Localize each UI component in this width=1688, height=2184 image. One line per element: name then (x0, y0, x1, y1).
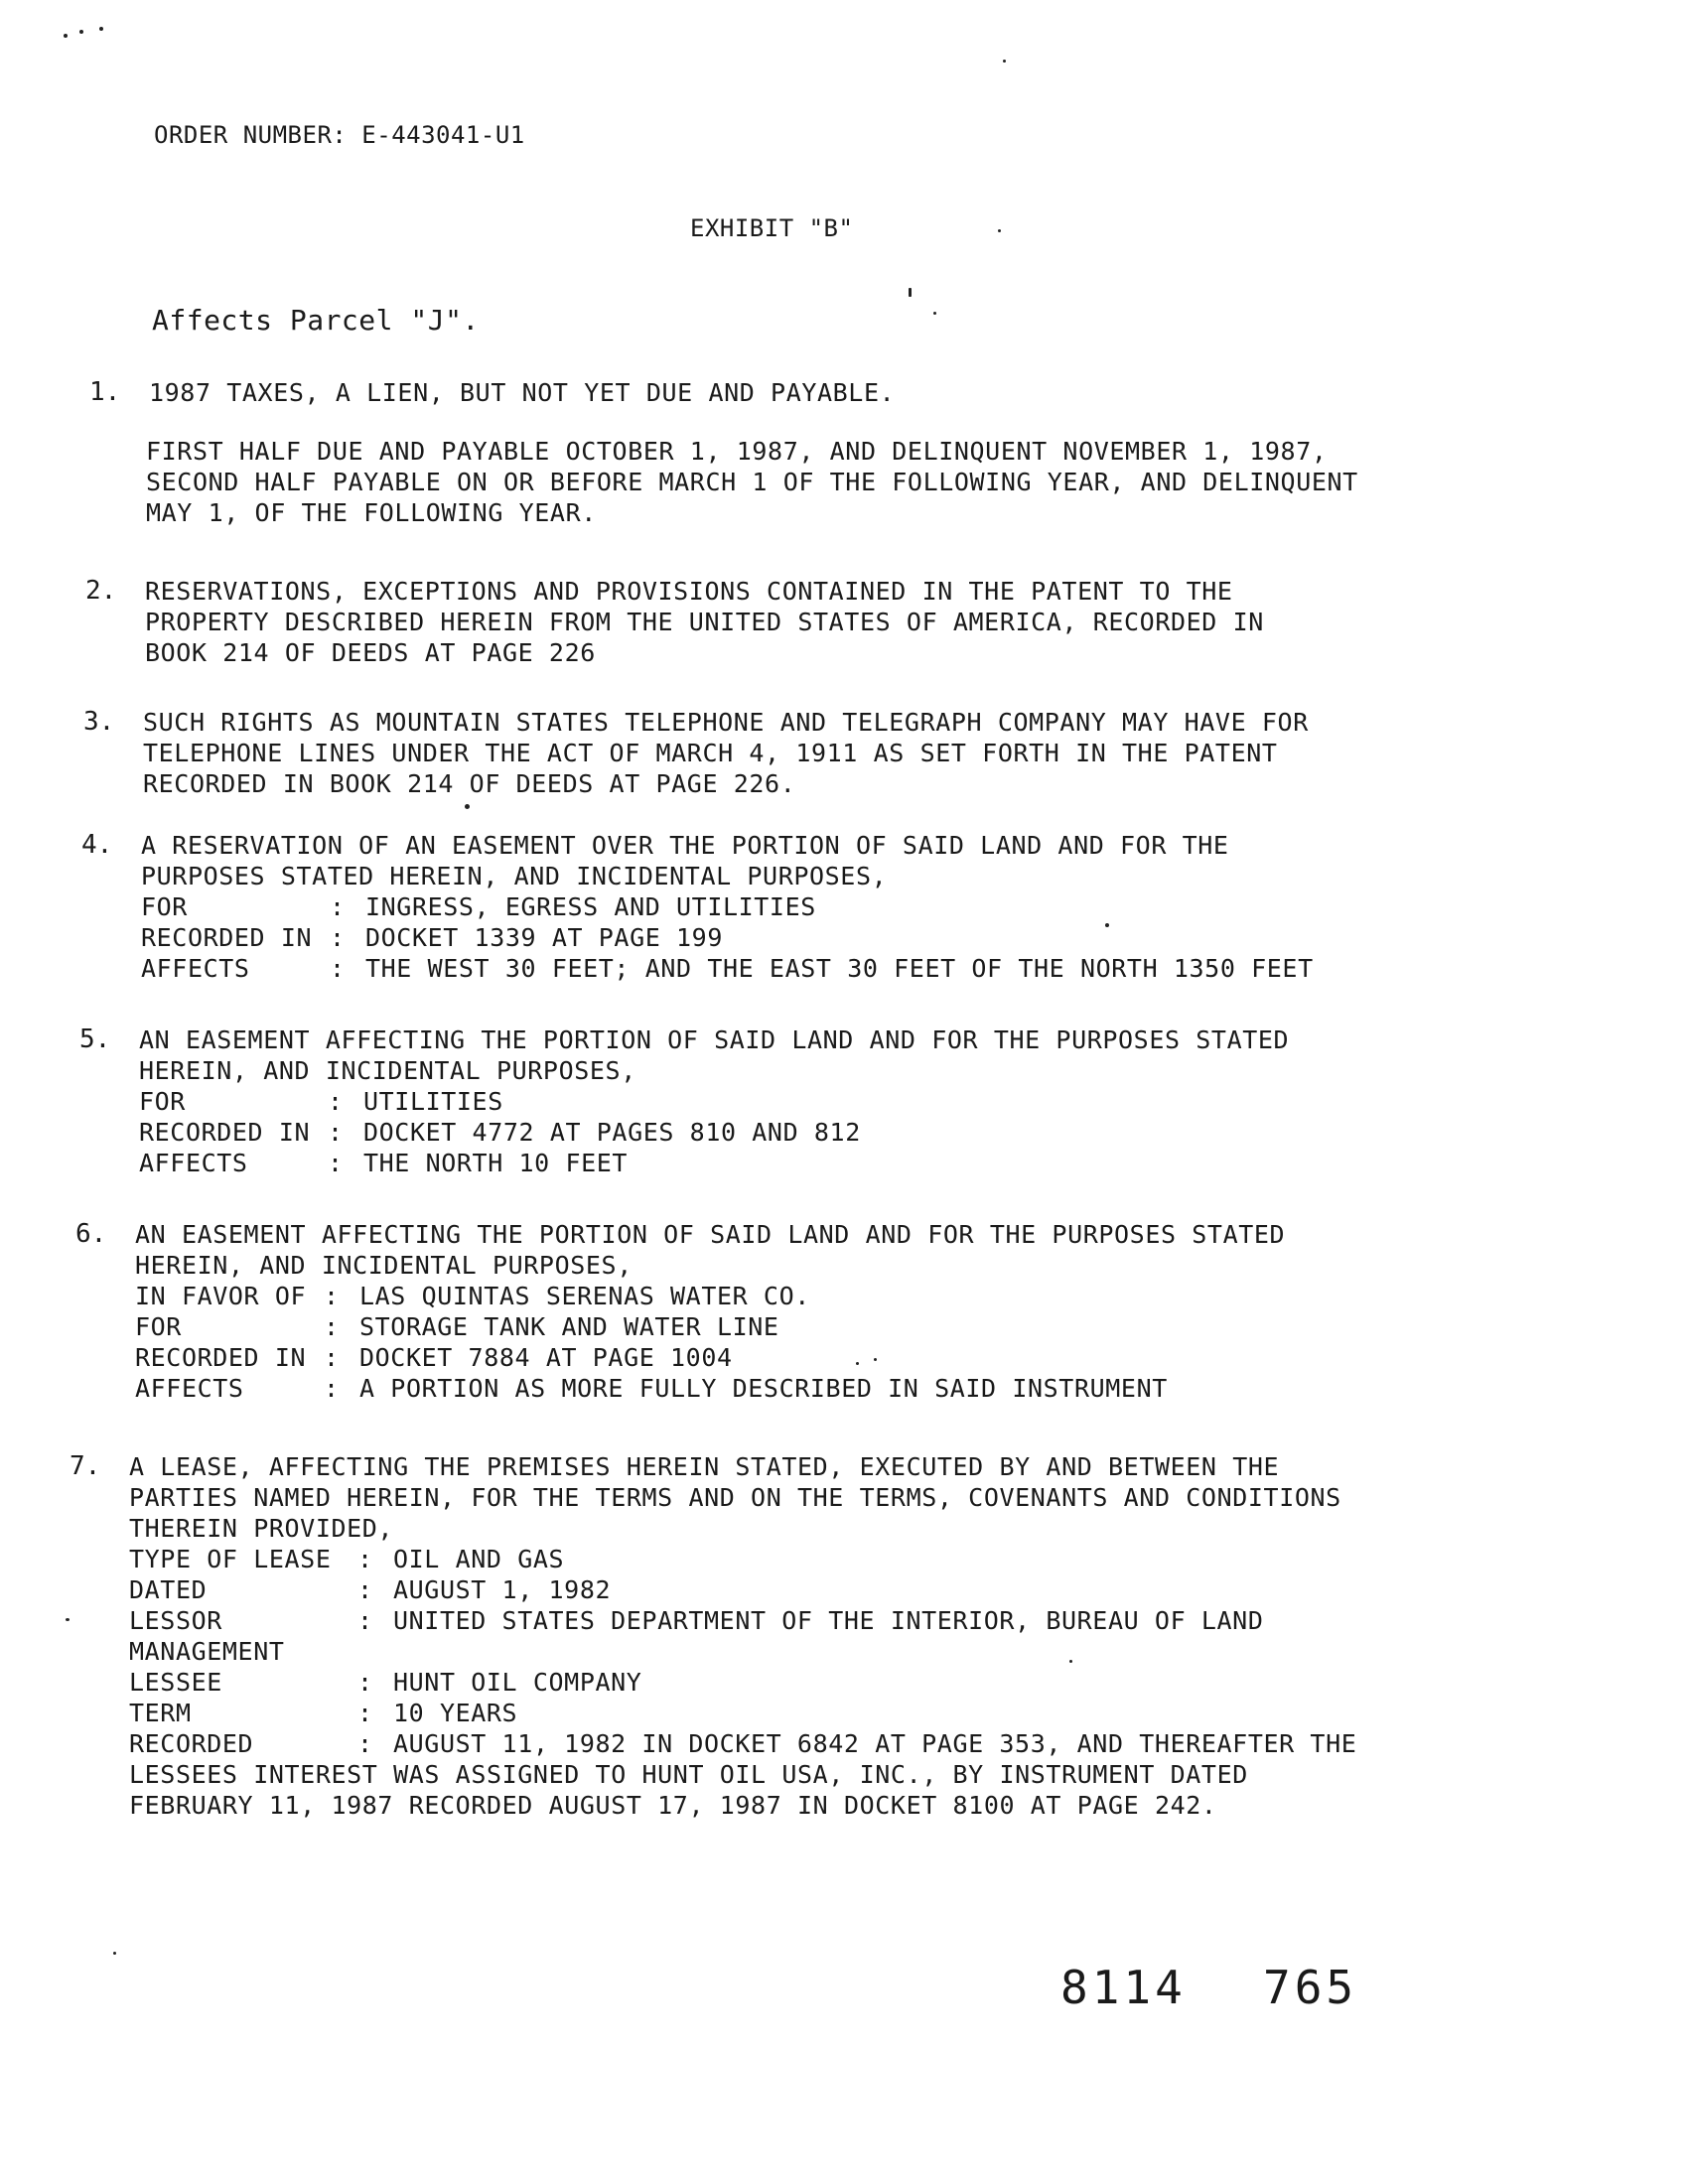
field-value: OIL AND GAS (393, 1545, 565, 1573)
exhibit-title: EXHIBIT "B" (690, 214, 854, 242)
field-separator: : (330, 923, 346, 952)
affects-parcel: Affects Parcel "J". (152, 304, 480, 337)
item-number: 6. (75, 1219, 107, 1249)
item-text-line: BOOK 214 OF DEEDS AT PAGE 226 (145, 638, 596, 667)
exception-item-3 (83, 707, 1309, 799)
field-row (139, 1117, 1289, 1148)
field-separator: : (324, 1343, 340, 1372)
field-row (141, 922, 1314, 953)
field-key: DATED (129, 1575, 208, 1604)
field-key: LESSOR (129, 1606, 222, 1635)
item-text-line: SECOND HALF PAYABLE ON OR BEFORE MARCH 1 OF THE FOLLOWING YEAR, AND DELINQUENT (146, 468, 1358, 496)
field-separator: : (357, 1606, 373, 1635)
field-separator: : (357, 1699, 373, 1727)
field-key: IN FAVOR OF (135, 1282, 307, 1310)
field-value: 10 YEARS (393, 1699, 518, 1727)
item-number: 5. (79, 1024, 111, 1054)
field-value: UNITED STATES DEPARTMENT OF THE INTERIOR, BUREAU OF LAND (393, 1606, 1264, 1635)
scan-speck (856, 1362, 859, 1365)
field-row (129, 1667, 1356, 1698)
field-value: HUNT OIL COMPANY (393, 1668, 642, 1697)
recording-page-number: 765 (1263, 1961, 1358, 2014)
field-row (135, 1373, 1285, 1404)
item-text-line: RECORDED IN BOOK 214 OF DEEDS AT PAGE 226. (143, 769, 796, 798)
field-row (135, 1311, 1285, 1342)
exception-item-6 (75, 1219, 1286, 1404)
item-text-line: 1987 TAXES, A LIEN, BUT NOT YET DUE AND PAYABLE. (149, 378, 896, 407)
scan-speck (465, 804, 470, 809)
field-key: TERM (129, 1699, 192, 1727)
item-text-line: THEREIN PROVIDED, (129, 1514, 394, 1543)
field-key: RECORDED IN (139, 1118, 311, 1147)
scan-speck (998, 229, 1001, 232)
field-separator: : (330, 954, 346, 983)
field-key: FOR (139, 1087, 186, 1116)
field-row (141, 891, 1314, 922)
exception-item-2 (85, 576, 1264, 668)
field-value: AUGUST 11, 1982 IN DOCKET 6842 AT PAGE 353, AND THEREAFTER THE (393, 1729, 1357, 1758)
item-text-line: HEREIN, AND INCIDENTAL PURPOSES, (139, 1056, 636, 1085)
item-text-line: PROPERTY DESCRIBED HEREIN FROM THE UNITED STATES OF AMERICA, RECORDED IN (145, 608, 1264, 636)
field-key: RECORDED (129, 1729, 254, 1758)
field-separator: : (328, 1087, 344, 1116)
scan-speck (1003, 60, 1006, 63)
field-value: UTILITIES (363, 1087, 503, 1116)
item-number: 3. (83, 707, 115, 737)
item-number: 1. (89, 377, 121, 407)
scan-speck (99, 27, 103, 31)
item-text-line: PARTIES NAMED HEREIN, FOR THE TERMS AND ON THE TERMS, COVENANTS AND CONDITIONS (129, 1483, 1341, 1512)
recording-book-number: 8114 (1060, 1961, 1187, 2014)
item-text-line: AN EASEMENT AFFECTING THE PORTION OF SAID LAND AND FOR THE PURPOSES STATED (139, 1025, 1290, 1054)
field-value: DOCKET 1339 AT PAGE 199 (365, 923, 723, 952)
field-row (135, 1342, 1285, 1373)
field-key: FOR (135, 1312, 182, 1341)
field-key: AFFECTS (135, 1374, 244, 1403)
scan-speck (113, 1952, 116, 1955)
field-row (135, 1281, 1285, 1311)
field-value: STORAGE TANK AND WATER LINE (359, 1312, 779, 1341)
field-separator: : (328, 1149, 344, 1177)
field-separator: : (324, 1374, 340, 1403)
field-value: LAS QUINTAS SERENAS WATER CO. (359, 1282, 810, 1310)
field-key: FOR (141, 892, 188, 921)
scan-speck (79, 30, 83, 34)
field-separator: : (324, 1282, 340, 1310)
scan-speck (909, 288, 912, 297)
field-row (139, 1086, 1289, 1117)
field-key: LESSEE (129, 1668, 222, 1697)
field-separator: : (324, 1312, 340, 1341)
order-number: ORDER NUMBER: E-443041-U1 (154, 121, 525, 149)
scan-speck (933, 312, 936, 315)
field-key: RECORDED IN (141, 923, 313, 952)
field-separator: : (357, 1575, 373, 1604)
item-text-line: RESERVATIONS, EXCEPTIONS AND PROVISIONS CONTAINED IN THE PATENT TO THE (145, 577, 1233, 606)
field-key: AFFECTS (141, 954, 250, 983)
item-text-line: MANAGEMENT (129, 1637, 285, 1666)
scan-speck (66, 1618, 70, 1621)
exception-item-1 (89, 377, 1358, 528)
scan-speck (1069, 1660, 1072, 1663)
item-text-line: SUCH RIGHTS AS MOUNTAIN STATES TELEPHONE AND TELEGRAPH COMPANY MAY HAVE FOR (143, 708, 1309, 737)
item-number: 4. (81, 830, 113, 860)
field-row (129, 1728, 1356, 1759)
exception-item-7 (70, 1451, 1357, 1821)
item-text-line: HEREIN, AND INCIDENTAL PURPOSES, (135, 1251, 633, 1280)
field-key: AFFECTS (139, 1149, 248, 1177)
field-separator: : (357, 1545, 373, 1573)
scan-speck (64, 34, 68, 38)
exception-item-4 (81, 830, 1314, 984)
item-number: 7. (70, 1451, 101, 1481)
item-text-line: FIRST HALF DUE AND PAYABLE OCTOBER 1, 1987, AND DELINQUENT NOVEMBER 1, 1987, (146, 437, 1328, 466)
exception-item-5 (79, 1024, 1290, 1178)
scan-speck (1105, 923, 1109, 927)
field-separator: : (330, 892, 346, 921)
item-number: 2. (85, 576, 117, 606)
field-row (141, 953, 1314, 984)
field-separator: : (357, 1668, 373, 1697)
item-paragraph (146, 436, 1358, 528)
item-text-line: LESSEES INTEREST WAS ASSIGNED TO HUNT OIL USA, INC., BY INSTRUMENT DATED (129, 1760, 1248, 1789)
field-row (129, 1574, 1356, 1605)
field-value: DOCKET 4772 AT PAGES 810 AND 812 (363, 1118, 861, 1147)
item-text-line: TELEPHONE LINES UNDER THE ACT OF MARCH 4, 1911 AS SET FORTH IN THE PATENT (143, 739, 1278, 767)
field-separator: : (328, 1118, 344, 1147)
field-key: TYPE OF LEASE (129, 1545, 332, 1573)
field-value: A PORTION AS MORE FULLY DESCRIBED IN SAID INSTRUMENT (359, 1374, 1168, 1403)
item-text-line: MAY 1, OF THE FOLLOWING YEAR. (146, 498, 597, 527)
field-key: RECORDED IN (135, 1343, 307, 1372)
field-value: THE NORTH 10 FEET (363, 1149, 629, 1177)
item-text-line: FEBRUARY 11, 1987 RECORDED AUGUST 17, 1987 IN DOCKET 8100 AT PAGE 242. (129, 1791, 1217, 1820)
field-row (129, 1544, 1356, 1574)
item-text-line: AN EASEMENT AFFECTING THE PORTION OF SAID LAND AND FOR THE PURPOSES STATED (135, 1220, 1286, 1249)
field-value: THE WEST 30 FEET; AND THE EAST 30 FEET OF THE NORTH 1350 FEET (365, 954, 1314, 983)
scan-speck (874, 1358, 877, 1361)
field-row (129, 1605, 1356, 1636)
item-text-line: PURPOSES STATED HEREIN, AND INCIDENTAL PURPOSES, (141, 862, 888, 890)
field-row (139, 1148, 1289, 1178)
field-value: INGRESS, EGRESS AND UTILITIES (365, 892, 816, 921)
item-text-line: A LEASE, AFFECTING THE PREMISES HEREIN STATED, EXECUTED BY AND BETWEEN THE (129, 1452, 1280, 1481)
field-value: DOCKET 7884 AT PAGE 1004 (359, 1343, 733, 1372)
field-separator: : (357, 1729, 373, 1758)
field-value: AUGUST 1, 1982 (393, 1575, 612, 1604)
field-row (129, 1698, 1356, 1728)
item-text-line: A RESERVATION OF AN EASEMENT OVER THE PORTION OF SAID LAND AND FOR THE (141, 831, 1229, 860)
